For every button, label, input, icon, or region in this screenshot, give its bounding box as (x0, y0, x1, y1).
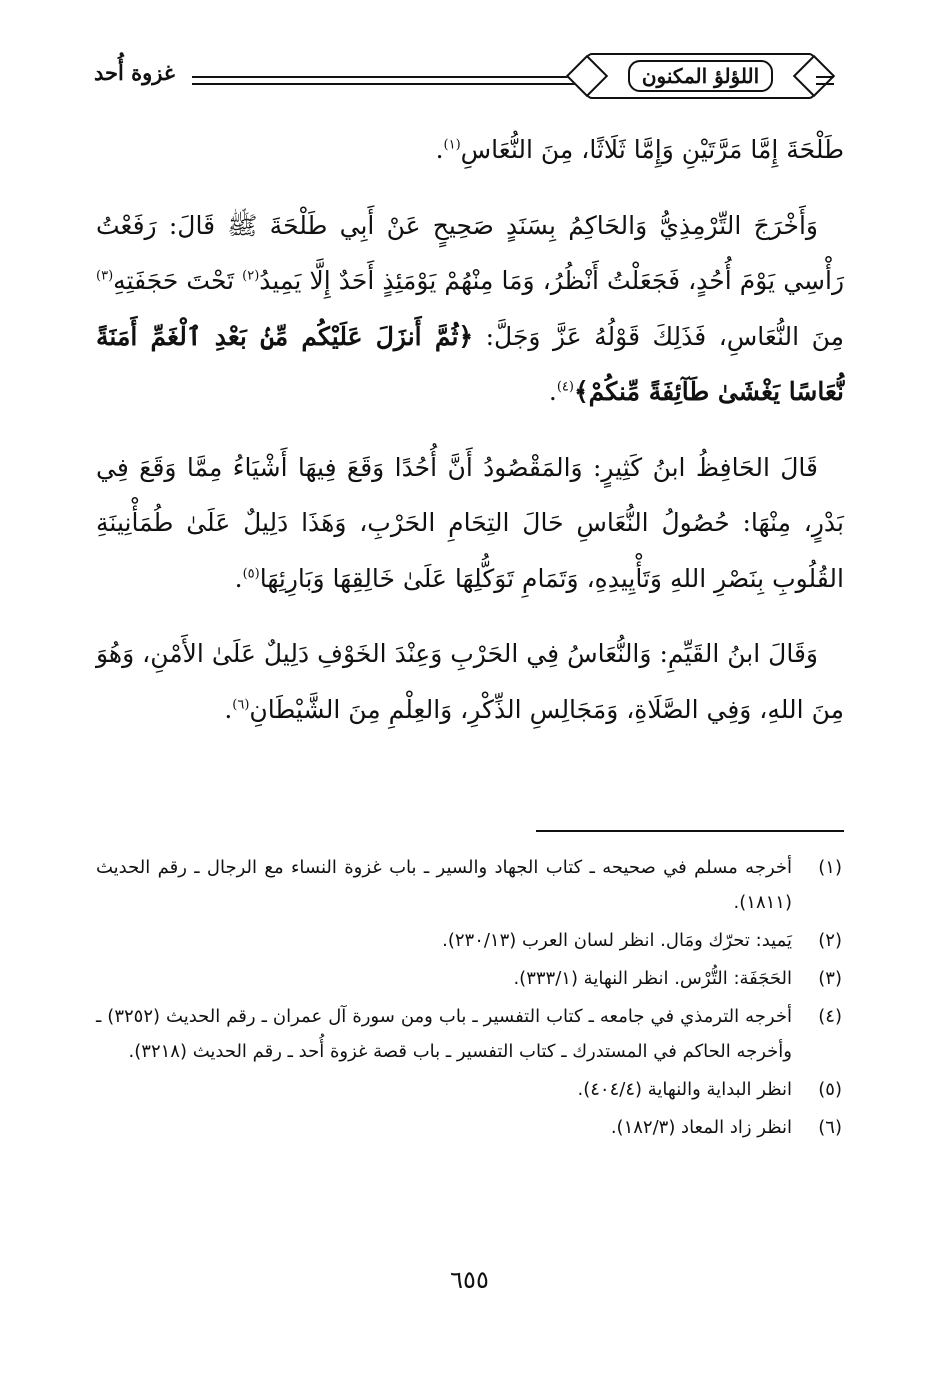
footnote-ref-6: (٦) (232, 697, 250, 713)
period: . (435, 135, 444, 164)
paragraph-4 (96, 626, 844, 737)
footnotes (96, 850, 842, 1148)
footnote (96, 961, 842, 996)
footnote (96, 1072, 842, 1107)
running-header (94, 50, 844, 100)
footnote (96, 850, 842, 920)
paragraph-2-text-a: وَأَخْرَجَ التِّرْمِذِيُّ وَالحَاكِمُ بِسَنَدٍ صَحِيحٍ عَنْ أَبِي طَلْحَةَ ﷺ قَالَ: رَفَعْتُ رَأْسِي يَوْمَ أُحُدٍ، فَجَعَلْتُ أَنْظُرُ، وَمَا مِنْهُمْ يَوْمَئِذٍ أَحَدٌ إِلَّا يَمِيدُ (96, 210, 845, 295)
footnote-ref-2: (٢) (242, 268, 260, 284)
footnote-text: يَميد: تحرّك ومَال. انظر لسان العرب (٢٣٠/١٣). (442, 930, 792, 951)
footnote (96, 999, 842, 1069)
footnote (96, 923, 842, 958)
main-text (96, 122, 844, 737)
header-rule-left (192, 76, 578, 85)
paragraph-4-text: وَقَالَ ابنُ القَيِّمِ: وَالنُّعَاسُ فِي الحَرْبِ وَعِنْدَ الخَوْفِ دَلِيلٌ عَلَىٰ الأَمْنِ، وَهُوَ مِنَ اللهِ، وَفِي الصَّلَاةِ، وَمَجَالِسِ الذِّكْرِ، وَالعِلْمِ مِنَ الشَّيْطَانِ (96, 639, 844, 724)
footnote-ref-1: (١) (443, 137, 461, 153)
period: . (548, 377, 557, 406)
footnote-ref-4: (٤) (556, 379, 574, 395)
footnote-ref-5: (٥) (242, 566, 260, 582)
footnote (96, 1110, 842, 1145)
header-rule-right (816, 76, 834, 85)
book-title: اللؤلؤ المكنون (628, 60, 773, 92)
footnote-number: (٢) (818, 930, 842, 951)
chapter-title: غزوة أُحد (94, 60, 175, 85)
paragraph-2-text-c: مِنَ النُّعَاسِ، فَذَلِكَ قَوْلُهُ عَزَّ وَجَلَّ: (485, 321, 844, 351)
footnote-text: انظر البداية والنهاية (٤٠٤/٤). (577, 1079, 792, 1100)
footnote-text: أخرجه مسلم في صحيحه ـ كتاب الجهاد والسير ـ باب غزوة النساء مع الرجال ـ رقم الحديث (١٨١١). (96, 857, 792, 913)
footnote-number: (٥) (818, 1079, 842, 1100)
footnote-number: (٦) (818, 1117, 842, 1138)
period: . (224, 694, 233, 724)
paragraph-3-text: قَالَ الحَافِظُ ابنُ كَثِيرٍ: وَالمَقْصُودُ أَنَّ أُحُدًا وَقَعَ فِيهَا أَشْيَاءُ مِمَّا وَقَعَ فِي بَدْرٍ، مِنْهَا: حُصُولُ النُّعَاسِ حَالَ التِحَامِ الحَرْبِ، وَهَذَا دَلِيلٌ عَلَىٰ طُمَأْنِينَةِ القُلُوبِ بِنَصْرِ اللهِ وَتَأْيِيدِهِ، وَتَمَامِ تَوَكُّلِهَا عَلَىٰ خَالِقِهَا وَبَارِئِهَا (96, 452, 844, 593)
paragraph-2-text-b: تَحْتَ حَجَفَتِهِ (113, 266, 235, 295)
page-number: ٦٥٥ (450, 1266, 489, 1294)
footnote-ref-3: (٣) (96, 268, 114, 284)
quran-verse: ﴿ثُمَّ أَنزَلَ عَلَيْكُم مِّنۢ بَعْدِ ٱلْغَمِّ أَمَنَةً نُّعَاسًا يَغْشَىٰ طَآئِفَةً مِّنكُمْ﴾ (96, 321, 844, 406)
book-title-cartouche (586, 53, 815, 99)
footnote-text: الحَجَفَة: التُّرْس. انظر النهاية (٣٣٣/١). (513, 968, 792, 989)
footnote-separator (536, 830, 844, 832)
paragraph-2 (96, 198, 844, 420)
paragraph-3 (96, 440, 844, 607)
footnote-number: (٤) (818, 1006, 842, 1027)
period: . (234, 563, 243, 593)
footnote-text: انظر زاد المعاد (١٨٢/٣). (610, 1117, 792, 1138)
footnote-number: (١) (818, 857, 842, 878)
footnote-number: (٣) (818, 968, 842, 989)
footnote-text: أخرجه الترمذي في جامعه ـ كتاب التفسير ـ باب ومن سورة آل عمران ـ رقم الحديث (٣٢٥٢) ـ وأخرجه الحاكم في المستدرك ـ كتاب التفسير ـ باب قصة غزوة أُحد ـ رقم الحديث (٣٢١٨). (96, 1006, 792, 1062)
paragraph-1 (96, 122, 844, 178)
paragraph-1-text: طَلْحَةَ إِمَّا مَرَّتَيْنِ وَإِمَّا ثَلَاثًا، مِنَ النُّعَاسِ (460, 135, 844, 164)
